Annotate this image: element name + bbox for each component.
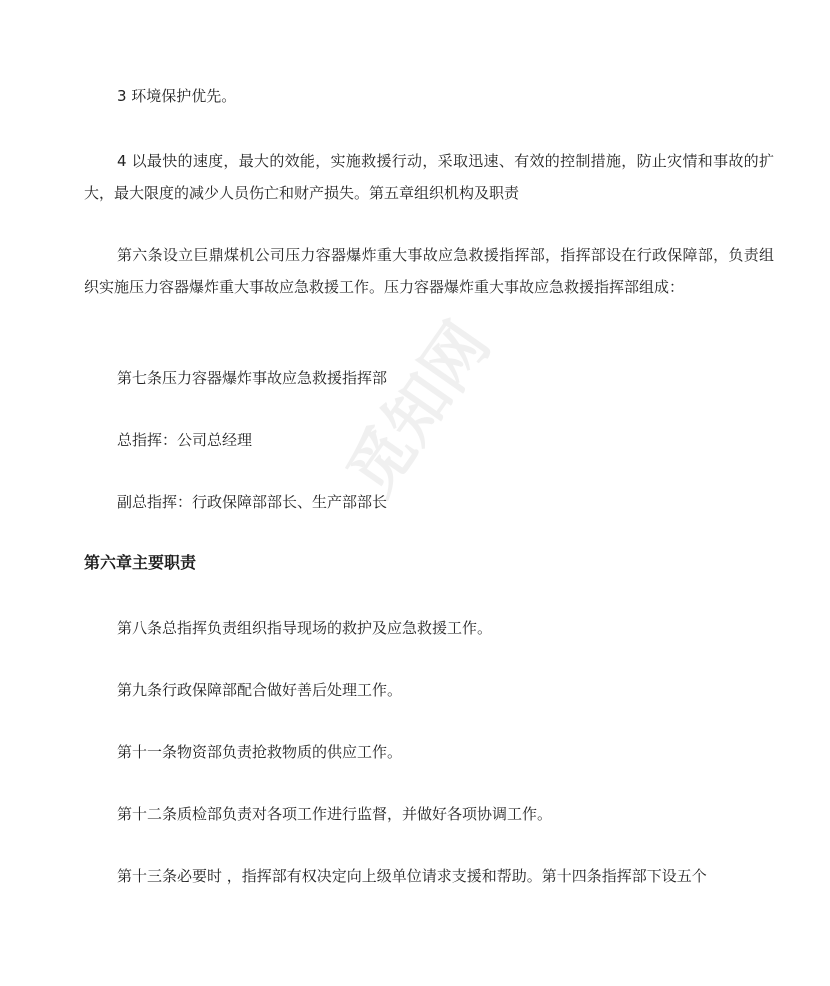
paragraph-article-12: 第十二条质检部负责对各项工作进行监督，并做好各项协调工作。 bbox=[117, 805, 553, 823]
paragraph-article-8: 第八条总指挥负责组织指导现场的救护及应急救援工作。 bbox=[117, 619, 493, 637]
chapter-heading: 第六章主要职责 bbox=[84, 553, 197, 572]
paragraph-rescue-principle: 4 以最快的速度，最大的效能，实施救援行动，采取迅速、有效的控制措施，防止灾情和事故的扩大，最大限度的减少人员伤亡和财产损失。第五章组织机构及职责 bbox=[84, 152, 774, 202]
paragraph-article-6: 第六条设立巨鼎煤机公司压力容器爆炸重大事故应急救援指挥部，指挥部设在行政保障部，负责组织实施压力容器爆炸重大事故应急救援工作。压力容器爆炸重大事故应急救援指挥部组成： bbox=[84, 246, 774, 296]
watermark-text: 觅知网 bbox=[333, 309, 505, 510]
paragraph-article-9: 第九条行政保障部配合做好善后处理工作。 bbox=[117, 681, 403, 699]
paragraph-article-13: 第十三条必要时 ，指挥部有权决定向上级单位请求支援和帮助。第十四条指挥部下设五个 bbox=[117, 867, 707, 885]
paragraph-environment: 3 环境保护优先。 bbox=[117, 87, 237, 105]
paragraph-article-11: 第十一条物资部负责抢救物质的供应工作。 bbox=[117, 743, 403, 761]
paragraph-commander: 总指挥：公司总经理 bbox=[117, 431, 253, 449]
paragraph-deputy-commander: 副总指挥：行政保障部部长、生产部部长 bbox=[117, 493, 388, 511]
paragraph-article-7: 第七条压力容器爆炸事故应急救援指挥部 bbox=[117, 369, 388, 387]
